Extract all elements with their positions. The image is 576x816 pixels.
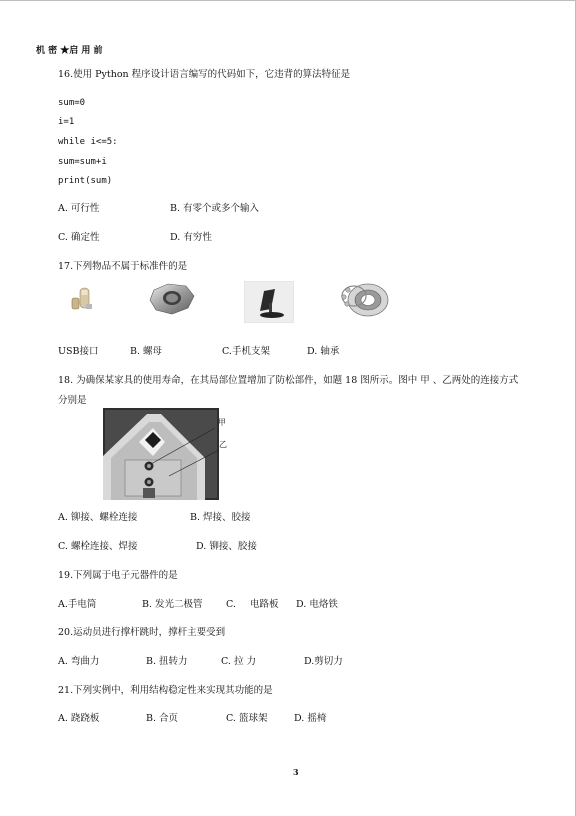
q16-option-d: D. 有穷性: [170, 232, 212, 243]
q20-stem: 20.运动员进行撑杆跳时，撑杆主要受到: [58, 627, 226, 638]
nut-image: [148, 282, 196, 316]
q18-option-d: D. 铆接、胶接: [196, 541, 257, 552]
q18-stem: 18. 为确保某家具的使用寿命，在其局部位置增加了防松部件，如题 18 图所示。图中 甲 、乙两处的连接方式: [58, 375, 519, 386]
q20-option-a: A. 弯曲力: [58, 656, 100, 667]
phone-stand-image: [244, 281, 294, 323]
q20-option-b: B. 扭转力: [146, 656, 188, 667]
q21-option-c: C. 篮球架: [226, 713, 268, 724]
bearing-image: [338, 276, 392, 320]
furniture-joint-figure: [103, 408, 219, 500]
usb-connector-image: [66, 286, 96, 314]
q21-option-b: B. 合页: [146, 713, 179, 724]
q16-stem: 16.使用 Python 程序设计语言编写的代码如下，它违背的算法特征是: [58, 69, 351, 80]
q16-code-line: print(sum): [58, 176, 113, 186]
q17-option-c: C.手机支架: [222, 346, 270, 357]
q21-option-a: A. 跷跷板: [58, 713, 100, 724]
q16-option-a: A. 可行性: [58, 203, 100, 214]
q20-option-c: C. 拉 力: [221, 656, 256, 667]
q16-code-line: sum=0: [58, 98, 86, 108]
q16-code-line: while i<=5:: [58, 137, 118, 147]
page-number: 3: [293, 767, 299, 777]
q17-option-b: B. 螺母: [130, 346, 163, 357]
q20-option-d: D.剪切力: [304, 656, 343, 667]
label-jia: 甲: [218, 418, 226, 427]
q19-stem: 19.下列属于电子元器件的是: [58, 570, 178, 581]
q16-option-c: C. 确定性: [58, 232, 100, 243]
q18-option-c: C. 螺栓连接、焊接: [58, 541, 138, 552]
q19-option-b: B. 发光二极管: [142, 599, 203, 610]
label-yi: 乙: [219, 440, 227, 449]
q18-option-b: B. 焊接、胶接: [190, 512, 251, 523]
confidential-header: 机 密 ★启 用 前: [36, 46, 103, 56]
q18-stem-continued: 分别是: [58, 395, 87, 406]
q17-option-d: D. 轴承: [307, 346, 340, 357]
q16-option-b: B. 有零个或多个输入: [170, 203, 260, 214]
q19-option-c: 电路板: [250, 599, 279, 610]
q17-stem: 17.下列物品不属于标准件的是: [58, 261, 188, 272]
q19-option-d: D. 电烙铁: [296, 599, 338, 610]
q16-code-line: sum=sum+i: [58, 157, 107, 167]
q16-code-line: i=1: [58, 117, 75, 127]
q21-option-d: D. 摇椅: [294, 713, 327, 724]
q21-stem: 21.下列实例中，利用结构稳定性来实现其功能的是: [58, 685, 273, 696]
q19-option-a: A.手电筒: [58, 599, 97, 610]
q17-option-a: USB接口: [58, 346, 99, 357]
q18-option-a: A. 铆接、螺栓连接: [58, 512, 138, 523]
q19-option-c-letter: C.: [226, 599, 236, 610]
page-border-top: [0, 0, 576, 1]
